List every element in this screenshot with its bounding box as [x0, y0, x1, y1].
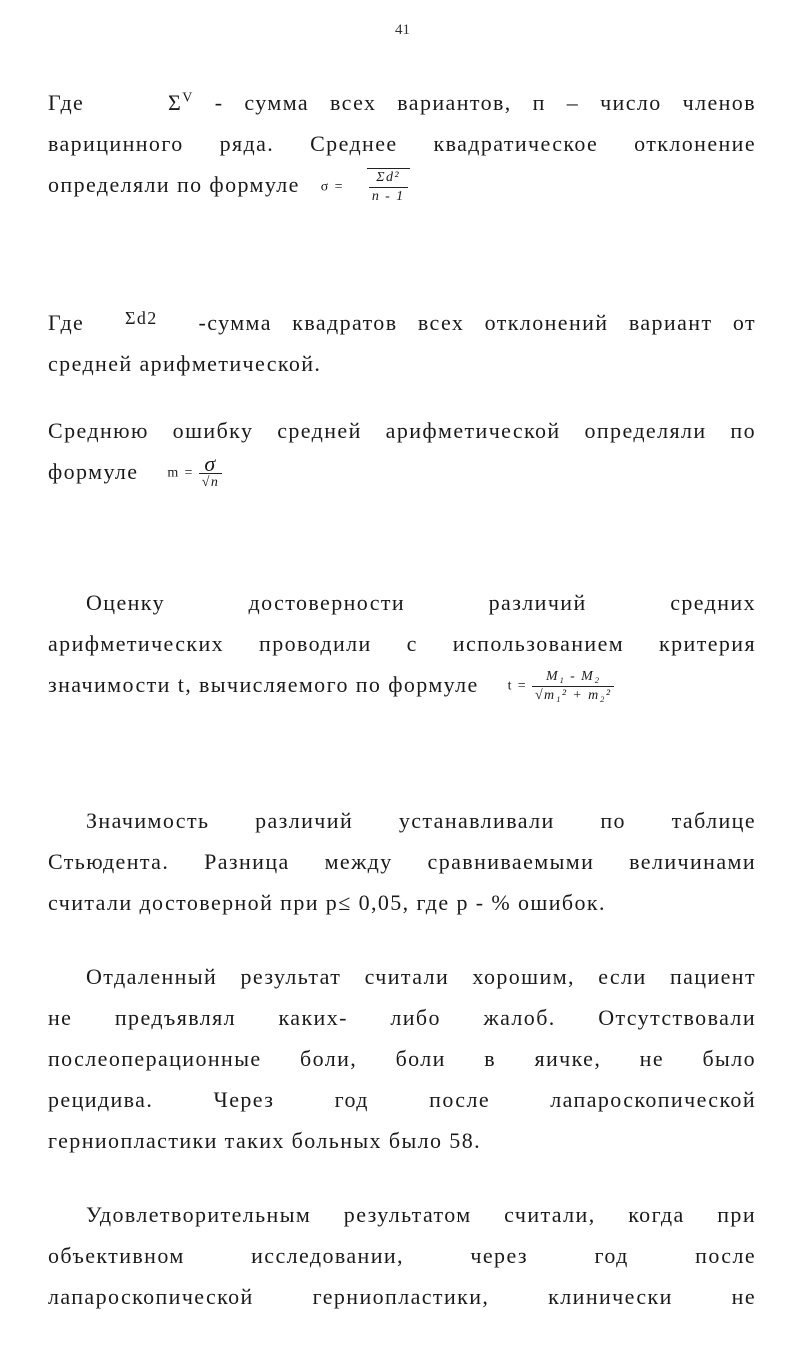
p6-line-2: не предъявлял каких- либо жалоб. Отсутствовали [48, 1005, 756, 1030]
p3-line-2: формуле m = $\frac{\sigma}{√n}$ [48, 451, 756, 492]
sum-d2-symbol: Σd2 [125, 308, 158, 328]
mean-error-formula: m = $\frac{\sigma}{√n}$ [167, 455, 222, 492]
paragraph-mean-error [48, 410, 756, 492]
std-deviation-formula: σ = $\frac{\text{Σd²}}{n - 1}$ [321, 168, 410, 206]
p7-line-3: лапароскопической герниопластики, клинически не [48, 1284, 756, 1309]
p5-line-1: Значимость различий устанавливали по таблице [86, 808, 756, 833]
p2-line-1: Где $^{\Sigma d2}$ -сумма квадратов всех отклонений вариант от [48, 308, 756, 335]
p6-line-4: рецидива. Через год после лапароскопической [48, 1087, 756, 1112]
p6-line-5: герниопластики таких больных было 58. [48, 1128, 482, 1153]
p6-line-1: Отдаленный результат считали хорошим, если пациент [86, 964, 756, 989]
p3-line-1: Среднюю ошибку средней арифметической определяли по [48, 418, 756, 443]
p1-line-3: определяли по формуле σ = $\frac{\text{Σd²}}{n - 1}$ [48, 164, 756, 206]
paragraph-satisfactory-result [48, 1194, 756, 1317]
paragraph-sum-squares [48, 298, 756, 384]
p2-line-2: средней арифметической. [48, 351, 322, 376]
p4-line-3: значимости t, вычисляемого по формуле t = $\frac{\text{M₁ - M₂}}{\text{√m₁² + m₂²}}$ [48, 664, 756, 705]
paragraph-sigma-definition [48, 82, 756, 206]
p6-line-3: послеоперационные боли, боли в яичке, не было [48, 1046, 756, 1071]
p4-line-2: арифметических проводили с использованием критерия [48, 631, 756, 656]
p4-line-1: Оценку достоверности различий средних [86, 590, 756, 615]
p5-line-3: считали достоверной при р≤ 0,05, где р - % ошибок. [48, 890, 606, 915]
p5-line-2: Стьюдента. Разница между сравниваемыми величинами [48, 849, 756, 874]
t-criterion-formula: t = $\frac{\text{M₁ - M₂}}{\text{√m₁² + m₂²}}$ [508, 668, 615, 705]
page-number: 41 [395, 22, 410, 38]
p1-line-2: варицинного ряда. Среднее квадратическое отклонение [48, 131, 756, 156]
p1-line-1: Где $\Sigma^V$ - сумма всех вариантов, п – число членов [48, 90, 756, 115]
p7-line-2: объективном исследовании, через год после [48, 1243, 756, 1268]
paragraph-student-table [48, 800, 756, 923]
paragraph-significance-criterion [48, 582, 756, 705]
p7-line-1: Удовлетворительным результатом считали, когда при [86, 1202, 756, 1227]
sum-symbol: $\Sigma^V$ [168, 90, 194, 115]
paragraph-good-result [48, 956, 756, 1161]
